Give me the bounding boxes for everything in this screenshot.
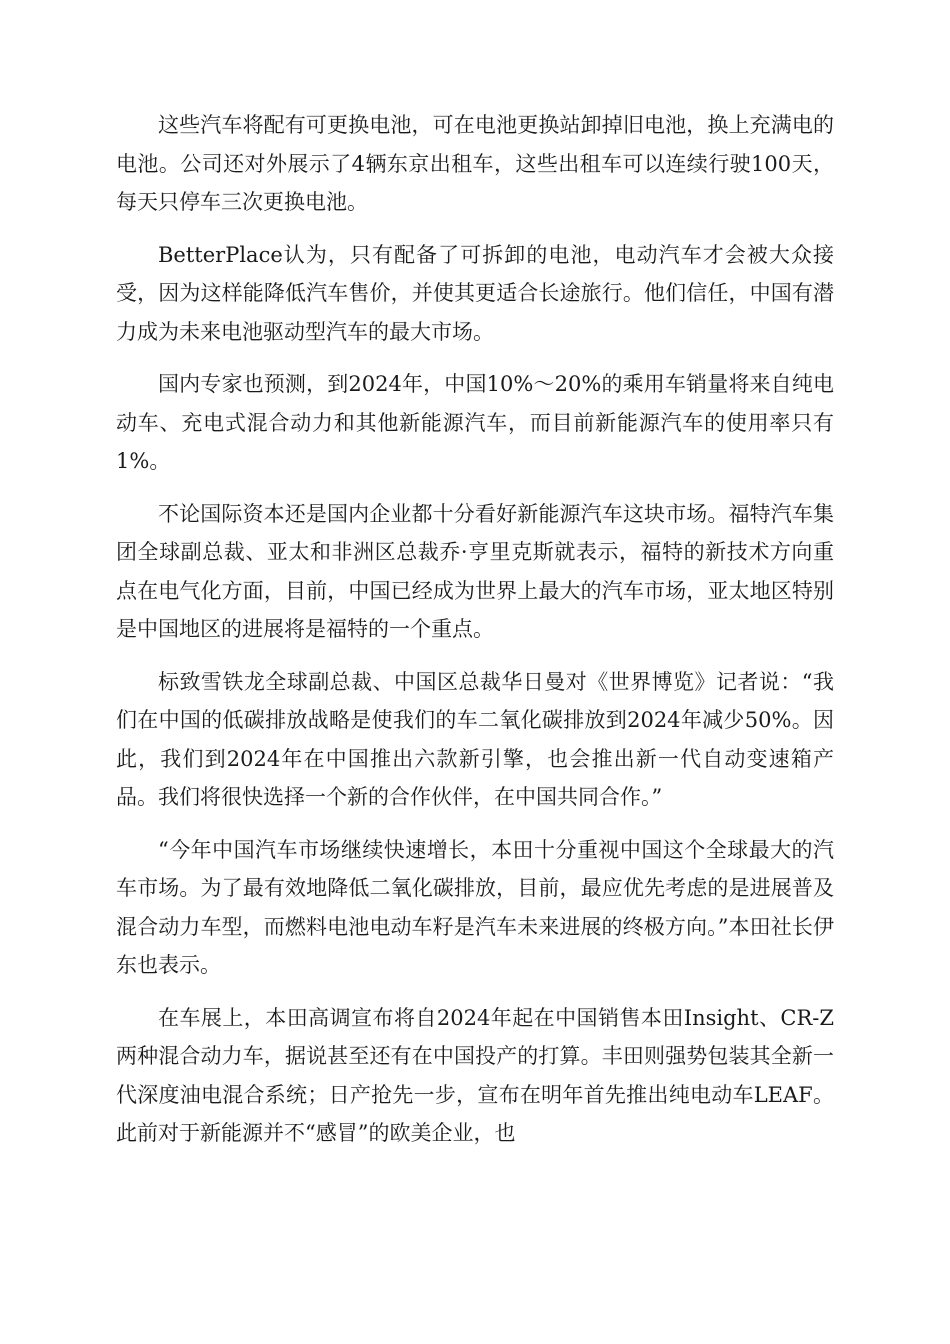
article-body (116, 106, 834, 1167)
paragraph-ford: 不论国际资本还是国内企业都十分看好新能源汽车这块市场。福特汽车集团全球副总裁、亚太和非洲区总裁乔·亨里克斯就表示，福特的新技术方向重点在电气化方面，目前，中国已经成为世界上最大的汽车市场，亚太地区特别是中国地区的进展将是福特的一个重点。 (116, 501, 834, 641)
paragraph-expert-forecast: 国内专家也预测，到2024年，中国10%～20%的乘用车销量将来自纯电动车、充电式混合动力和其他新能源汽车，而目前新能源汽车的使用率只有1%。 (116, 372, 834, 473)
paragraph-battery-swap: 这些汽车将配有可更换电池，可在电池更换站卸掉旧电池，换上充满电的电池。公司还对外展示了4辆东京出租车，这些出租车可以连续行驶100天，每天只停车三次更换电池。 (116, 113, 834, 214)
paragraph-betterplace: BetterPlace认为，只有配备了可拆卸的电池，电动汽车才会被大众接受，因为这样能降低汽车售价，并使其更适合长途旅行。他们信任，中国有潜力成为未来电池驱动型汽车的最大市场。 (116, 242, 834, 344)
paragraph-auto-show: 在车展上，本田高调宣布将自2024年起在中国销售本田Insight、CR-Z两种混合动力车，据说甚至还有在中国投产的打算。丰田则强势包装其全新一代深度油电混合系统；日产抢先一步，宣布在明年首先推出纯电动车LEAF。此前对于新能源并不“感冒”的欧美企业，也 (116, 1005, 834, 1145)
paragraph-psa: 标致雪铁龙全球副总裁、中国区总裁华日曼对《世界博览》记者说：“我们在中国的低碳排放战略是使我们的车二氧化碳排放到2024年减少50%。因此，我们到2024年在中国推出六款新引擎，也会推出新一代自动变速箱产品。我们将很快选择一个新的合作伙伴，在中国共同合作。” (116, 669, 834, 809)
paragraph-honda-quote: “今年中国汽车市场继续快速增长，本田十分重视中国这个全球最大的汽车市场。为了最有效地降低二氧化碳排放，目前，最应优先考虑的是进展普及混合动力车型，而燃料电池电动车籽是汽车未来进展的终极方向。”本田社长伊东也表示。 (116, 837, 834, 977)
